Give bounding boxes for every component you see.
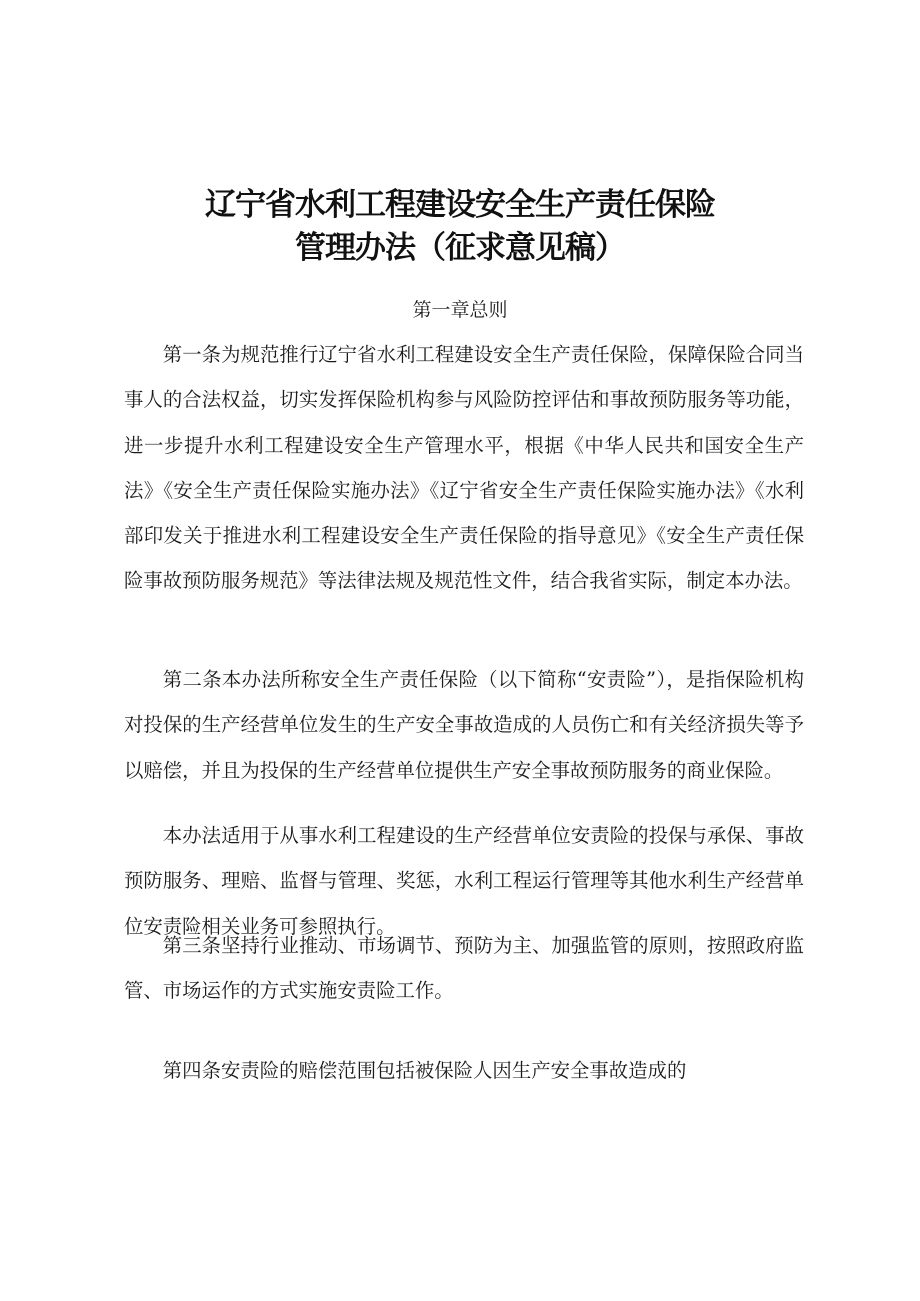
article-3-paragraph: 第三条坚持行业推动、市场调节、预防为主、加强监管的原则，按照政府监管、市场运作的方式实施安责险工作。 (124, 934, 804, 1003)
article-2-paragraph: 第二条本办法所称安全生产责任保险（以下简称“安责险”），是指保险机构对投保的生产经营单位发生的生产安全事故造成的人员伤亡和有关经济损失等予以赔偿，并且为投保的生产经营单位提供生产安全事故预防服务的商业保险。 (124, 668, 804, 782)
article-4-paragraph: 第四条安责险的赔偿范围包括被保险人因生产安全事故造成的 (162, 1059, 687, 1082)
scope-paragraph: 本办法适用于从事水利工程建设的生产经营单位安责险的投保与承保、事故预防服务、理赔、监督与管理、奖惩，水利工程运行管理等其他水利生产经营单位安责险相关业务可参照执行。 (124, 824, 804, 938)
article-1-paragraph: 第一条为规范推行辽宁省水利工程建设安全生产责任保险，保障保险合同当事人的合法权益，切实发挥保险机构参与风险防控评估和事故预防服务等功能，进一步提升水利工程建设安全生产管理水平，根据《中华人民共和国安全生产法》《安全生产责任保险实施办法》《辽宁省安全生产责任保险实施办法》《水利部印发关于推进水利工程建设安全生产责任保险的指导意见》《安全生产责任保险事故预防服务规范》等法律法规及规范性文件，结合我省实际，制定本办法。 (124, 343, 804, 593)
document-title (0, 184, 920, 270)
title-line-2: 管理办法（征求意见稿） (295, 229, 625, 266)
chapter-heading: 第一章总则 (412, 299, 508, 321)
title-line-1: 辽宁省水利工程建设安全生产责任保险 (205, 186, 715, 223)
